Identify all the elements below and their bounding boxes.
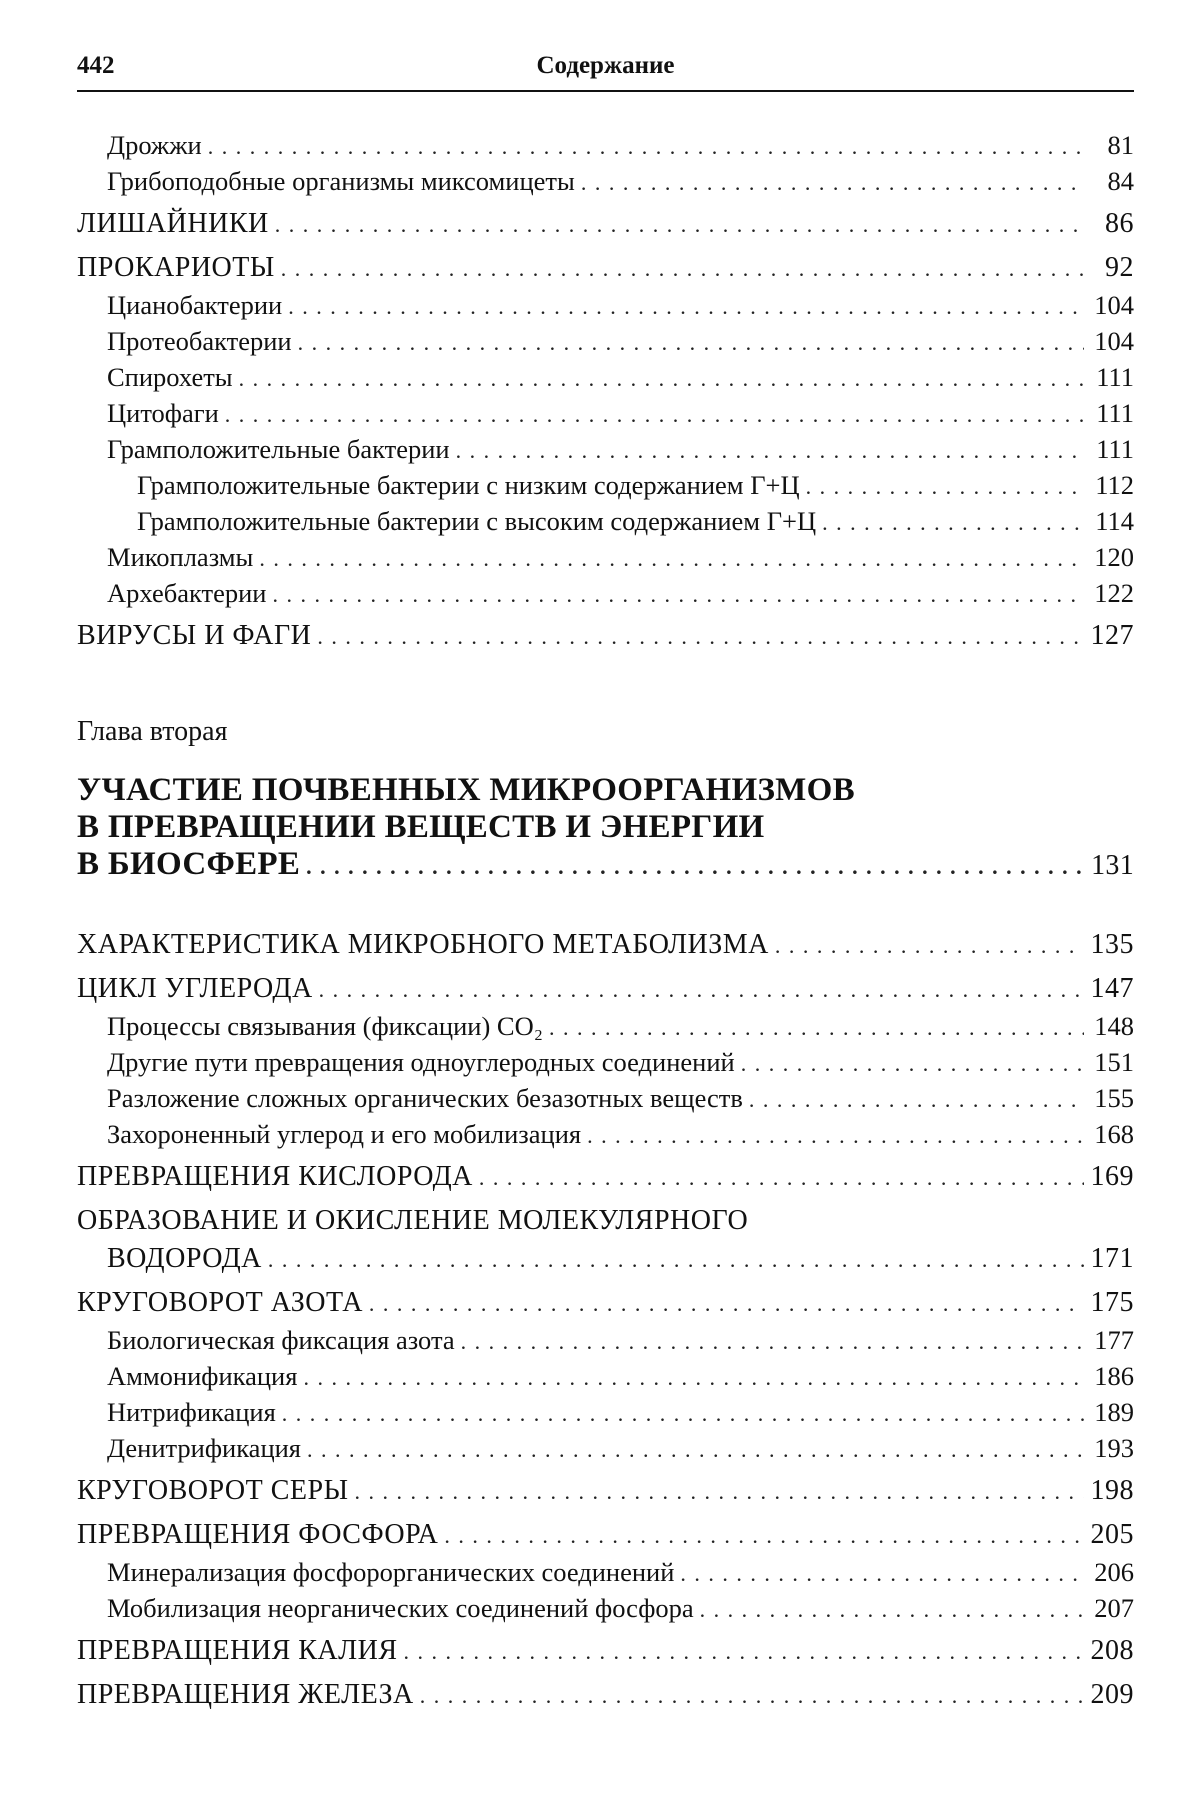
- toc-entry: [77, 1472, 1134, 1511]
- toc-entry-wrapped-line1: ОБРАЗОВАНИЕ И ОКИСЛЕНИЕ МОЛЕКУЛЯРНОГО: [77, 1205, 749, 1236]
- toc-entry: [77, 617, 1134, 656]
- leader-dots: [275, 206, 1084, 244]
- leader-dots: [319, 971, 1084, 1009]
- page-ref: 86: [1105, 208, 1134, 239]
- leader-dots: [272, 577, 1084, 612]
- leader-dots: [225, 397, 1084, 432]
- page-ref: 175: [1090, 1287, 1134, 1318]
- toc-entry: [77, 1555, 1134, 1591]
- toc-entry-label: ПРЕВРАЩЕНИЯ КАЛИЯ: [77, 1635, 398, 1666]
- leader-dots: [749, 1082, 1084, 1117]
- toc-entry-label: Микоплазмы: [107, 542, 254, 572]
- toc-entry: [77, 1323, 1134, 1359]
- toc-entry-label: Протеобактерии: [107, 326, 292, 356]
- toc-entry: [77, 1117, 1134, 1153]
- toc-entry-label: Разложение сложных органических безазотных веществ: [107, 1083, 743, 1113]
- toc-entry: [77, 926, 1134, 965]
- toc-entry-label: Минерализация фосфорорганических соединений: [107, 1557, 675, 1587]
- page-ref: 104: [1094, 290, 1134, 320]
- toc-entry: [77, 576, 1134, 612]
- page-ref: 208: [1090, 1635, 1134, 1666]
- toc-entry: [77, 1676, 1134, 1715]
- toc-section-bottom-b: [77, 1284, 1134, 1715]
- leader-dots: [775, 927, 1084, 965]
- toc-entry-label: ХАРАКТЕРИСТИКА МИКРОБНОГО МЕТАБОЛИЗМА: [77, 929, 769, 960]
- page-ref: 151: [1094, 1047, 1134, 1077]
- page-ref: 189: [1094, 1397, 1134, 1427]
- toc-entry: [77, 432, 1134, 468]
- toc-entry-label: Грамположительные бактерии с высоким содержанием Г+Ц: [137, 506, 817, 536]
- toc-entry-label: ПРЕВРАЩЕНИЯ КИСЛОРОДА: [77, 1161, 473, 1192]
- page-ref: 127: [1090, 620, 1134, 651]
- page-ref: 111: [1096, 398, 1134, 428]
- page-ref: 84: [1107, 166, 1134, 196]
- page-ref: 147: [1090, 973, 1134, 1004]
- toc-entry: [77, 1009, 1134, 1045]
- leader-dots: [461, 1324, 1084, 1359]
- toc-entry-label: ПРОКАРИОТЫ: [77, 252, 275, 283]
- leader-dots: [282, 1396, 1084, 1431]
- toc-entry: [77, 970, 1134, 1009]
- leader-dots: [281, 250, 1084, 288]
- toc-entry-label: Денитрификация: [107, 1433, 302, 1463]
- leader-dots: [208, 129, 1084, 164]
- book-page: [77, 52, 1134, 1715]
- toc-entry: [77, 396, 1134, 432]
- chapter-title-line: УЧАСТИЕ ПОЧВЕННЫХ МИКРООРГАНИЗМОВ: [77, 772, 855, 808]
- page-ref: 171: [1090, 1243, 1134, 1274]
- toc-entry-label: КРУГОВОРОТ СЕРЫ: [77, 1475, 349, 1506]
- leader-dots: [549, 1010, 1084, 1045]
- leader-dots: [479, 1159, 1084, 1197]
- toc-entry-label: ЛИШАЙНИКИ: [77, 208, 269, 239]
- toc-entry: [77, 1081, 1134, 1117]
- toc-entry: [77, 205, 1134, 244]
- toc-entry-label: Грамположительные бактерии с низким содержанием Г+Ц: [137, 470, 800, 500]
- leader-dots: [306, 848, 1084, 885]
- toc-entry-label: ПРЕВРАЩЕНИЯ ЖЕЛЕЗА: [77, 1679, 414, 1710]
- page-ref: 111: [1096, 362, 1134, 392]
- page-ref: 186: [1094, 1361, 1134, 1391]
- page-ref: 81: [1107, 130, 1134, 160]
- toc-entry-label: Другие пути превращения одноуглеродных соединений: [107, 1047, 735, 1077]
- toc-entry: [77, 1284, 1134, 1323]
- leader-dots: [303, 1360, 1084, 1395]
- page-ref: 122: [1094, 578, 1134, 608]
- page-ref: 135: [1090, 929, 1134, 960]
- toc-entry-label: ВОДОРОДА: [107, 1243, 262, 1274]
- toc-entry: [77, 1395, 1134, 1431]
- page-ref: 148: [1094, 1011, 1134, 1041]
- leader-dots: [239, 361, 1084, 396]
- leader-dots: [259, 541, 1084, 576]
- page-number: 442: [77, 52, 115, 79]
- toc-entry: [77, 1431, 1134, 1467]
- toc-entry: [77, 504, 1134, 540]
- page-ref: 209: [1090, 1679, 1134, 1710]
- page-ref: 131: [1091, 850, 1134, 881]
- toc-entry: [77, 288, 1134, 324]
- leader-dots: [581, 165, 1084, 200]
- leader-dots: [420, 1677, 1084, 1715]
- leader-dots: [268, 1241, 1084, 1279]
- toc-entry: [77, 1591, 1134, 1627]
- leader-dots: [298, 325, 1084, 360]
- page-ref: 193: [1094, 1433, 1134, 1463]
- page-ref: 112: [1095, 470, 1134, 500]
- toc-entry-label: Дрожжи: [107, 130, 202, 160]
- chapter-title-line: В ПРЕВРАЩЕНИИ ВЕЩЕСТВ И ЭНЕРГИИ: [77, 809, 765, 845]
- toc-entry-label: ПРЕВРАЩЕНИЯ ФОСФОРА: [77, 1519, 439, 1550]
- leader-dots: [806, 469, 1084, 504]
- toc-entry-label: Спирохеты: [107, 362, 233, 392]
- toc-entry-label: Цитофаги: [107, 398, 219, 428]
- page-ref: 168: [1094, 1119, 1134, 1149]
- toc-entry-wrapped-line2: [77, 1240, 1134, 1279]
- toc-entry: [77, 1158, 1134, 1197]
- toc-entry: [77, 468, 1134, 504]
- toc-entry-label: Биологическая фиксация азота: [107, 1325, 455, 1355]
- toc-entry: [77, 128, 1134, 164]
- toc-entry: [77, 360, 1134, 396]
- toc-entry-label: Грамположительные бактерии: [107, 434, 450, 464]
- toc-entry-label: Аммонификация: [107, 1361, 298, 1391]
- page-ref: 155: [1094, 1083, 1134, 1113]
- leader-dots: [288, 289, 1084, 324]
- toc-section-top: [77, 128, 1134, 656]
- toc-entry-label: КРУГОВОРОТ АЗОТА: [77, 1287, 363, 1318]
- page-ref: 104: [1094, 326, 1134, 356]
- page-ref: 177: [1094, 1325, 1134, 1355]
- toc-entry-label: Архебактерии: [107, 578, 267, 608]
- leader-dots: [700, 1592, 1084, 1627]
- toc-entry-label: Захороненный углерод и его мобилизация: [107, 1119, 582, 1149]
- toc-entry-label: Цианобактерии: [107, 290, 283, 320]
- page-header: [77, 52, 1134, 92]
- running-title: Содержание: [536, 52, 675, 79]
- page-ref: 169: [1090, 1161, 1134, 1192]
- leader-dots: [317, 618, 1084, 656]
- toc-entry: [77, 540, 1134, 576]
- chapter-title-entry: [77, 846, 1134, 885]
- toc-entry: [77, 1516, 1134, 1555]
- page-ref: 206: [1094, 1557, 1134, 1587]
- leader-dots: [456, 433, 1084, 468]
- leader-dots: [741, 1046, 1084, 1081]
- toc-entry: [77, 1045, 1134, 1081]
- leader-dots: [444, 1517, 1084, 1555]
- toc-entry: [77, 164, 1134, 200]
- toc-entry-label: ВИРУСЫ И ФАГИ: [77, 620, 312, 651]
- toc-entry-label: Процессы связывания (фиксации) CO₂: [107, 1011, 543, 1041]
- page-ref: 111: [1096, 434, 1134, 464]
- chapter-title: [77, 772, 1134, 885]
- toc-entry: [77, 1359, 1134, 1395]
- page-ref: 198: [1090, 1475, 1134, 1506]
- leader-dots: [587, 1118, 1084, 1153]
- page-ref: 207: [1094, 1593, 1134, 1623]
- leader-dots: [355, 1473, 1085, 1511]
- page-ref: 92: [1105, 252, 1134, 283]
- toc-entry-label: ЦИКЛ УГЛЕРОДА: [77, 973, 313, 1004]
- toc-entry-label: Грибоподобные организмы миксомицеты: [107, 166, 575, 196]
- toc-entry: [77, 324, 1134, 360]
- page-ref: 205: [1090, 1519, 1134, 1550]
- page-ref: 114: [1095, 506, 1134, 536]
- chapter-title-line: В БИОСФЕРЕ: [77, 846, 301, 882]
- toc-entry-label: Нитрификация: [107, 1397, 276, 1427]
- toc-section-bottom-a: [77, 926, 1134, 1197]
- leader-dots: [680, 1556, 1084, 1591]
- chapter-label: Глава вторая: [77, 716, 228, 747]
- toc-entry: [77, 1632, 1134, 1671]
- leader-dots: [822, 505, 1084, 540]
- page-ref: 120: [1094, 542, 1134, 572]
- toc-entry: [77, 249, 1134, 288]
- leader-dots: [307, 1432, 1084, 1467]
- leader-dots: [404, 1633, 1084, 1671]
- toc-entry-label: Мобилизация неорганических соединений фосфора: [107, 1593, 694, 1623]
- leader-dots: [369, 1285, 1084, 1323]
